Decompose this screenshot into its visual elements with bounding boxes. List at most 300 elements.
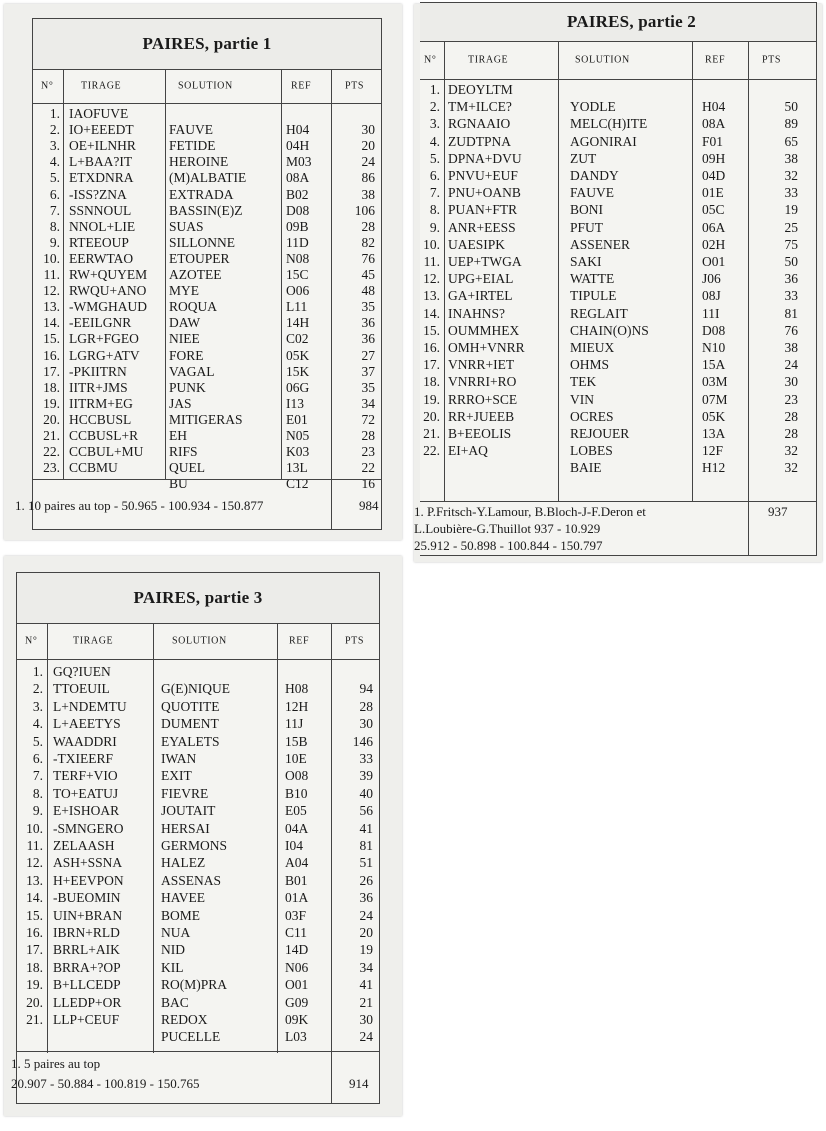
cell-solution: EXIT <box>161 768 192 784</box>
cell-pts: 32 <box>784 460 798 476</box>
cell-pts: 28 <box>784 408 798 424</box>
cell-tirage: RRRO+SCE <box>448 391 518 407</box>
cell-ref: 09K <box>285 1012 309 1027</box>
cell-pts: 56 <box>359 803 373 819</box>
cell-no: 11. <box>423 254 440 269</box>
cell-pts: 106 <box>354 202 375 218</box>
cell-no: 5. <box>32 733 43 749</box>
cell-pts: 34 <box>361 395 375 411</box>
cell-ref: 04A <box>285 820 309 836</box>
part3-photo <box>4 556 402 1116</box>
cell-solution: EYALETS <box>161 733 220 749</box>
cell-no: 20. <box>26 994 43 1010</box>
cell-tirage: RW+QUYEM <box>69 267 148 282</box>
cell-tirage: CCBUL+MU <box>69 444 144 460</box>
cell-tirage: DPNA+DVU <box>448 150 522 166</box>
cell-ref: 05K <box>286 347 310 363</box>
cell-no: 1. <box>429 82 440 97</box>
cell-tirage: UIN+BRAN <box>53 907 123 923</box>
cell-pts: 50 <box>784 99 798 115</box>
cell-ref: L11 <box>286 299 308 315</box>
cell-ref: 14H <box>286 315 310 331</box>
part1-footer-summary: 1. 10 paires au top - 50.965 - 100.934 - 150.877 <box>15 498 264 513</box>
part2-header-no: N° <box>424 54 437 66</box>
part1-header-solution: SOLUTION <box>178 80 233 92</box>
cell-solution: FAUVE <box>169 122 214 138</box>
cell-tirage: E+ISHOAR <box>53 803 120 819</box>
cell-solution: EH <box>169 428 187 443</box>
cell-solution: LOBES <box>570 443 613 459</box>
cell-ref: 08A <box>702 116 726 132</box>
cell-no: 20. <box>423 408 440 424</box>
cell-solution: TEK <box>570 374 597 390</box>
cell-tirage: -SMNGERO <box>53 820 124 836</box>
cell-solution: MIEUX <box>570 340 615 355</box>
part3-footer-total: 914 <box>349 1076 369 1091</box>
cell-tirage: ANR+EESS <box>448 219 516 235</box>
cell-solution: DAW <box>169 315 201 331</box>
cell-tirage: GA+IRTEL <box>448 288 513 304</box>
cell-ref: N06 <box>285 959 309 975</box>
cell-no: 2. <box>32 681 43 697</box>
cell-solution: VIN <box>570 391 594 407</box>
cell-no: 20. <box>43 411 60 427</box>
cell-ref: 09B <box>286 218 309 234</box>
cell-tirage: VNRRI+RO <box>448 374 517 390</box>
cell-pts: 89 <box>784 116 798 132</box>
cell-no: 15. <box>423 322 440 338</box>
cell-pts: 86 <box>361 170 375 186</box>
cell-tirage: PUAN+FTR <box>448 202 518 218</box>
cell-pts: 24 <box>359 1029 373 1045</box>
cell-pts: 30 <box>784 374 798 390</box>
cell-ref: I04 <box>285 838 303 853</box>
cell-no: 3. <box>32 698 43 714</box>
part2-photo <box>414 4 822 562</box>
cell-no: 22. <box>423 443 440 459</box>
cell-pts: 25 <box>784 219 798 235</box>
cell-pts: 28 <box>361 218 375 234</box>
cell-ref: B01 <box>285 872 308 888</box>
cell-no: 9. <box>429 219 440 235</box>
cell-solution: MELC(H)ITE <box>570 116 648 132</box>
part1-footer <box>15 476 381 530</box>
cell-tirage: L+BAA?IT <box>69 154 133 170</box>
part2-footer-total: 937 <box>768 504 788 519</box>
cell-ref: C02 <box>286 331 309 347</box>
cell-no: 18. <box>43 379 60 395</box>
cell-tirage: LGR+FGEO <box>69 331 139 347</box>
cell-tirage: -EEILGNR <box>69 315 132 331</box>
cell-solution: (M)ALBATIE <box>169 170 247 186</box>
cell-no: 14. <box>26 890 43 906</box>
cell-solution: RIFS <box>169 444 198 460</box>
cell-tirage: NNOL+LIE <box>69 218 136 234</box>
cell-ref: C11 <box>285 925 308 940</box>
cell-no: 10. <box>43 250 60 266</box>
cell-tirage: B+LLCEDP <box>53 977 121 993</box>
part3-header-row <box>17 623 379 660</box>
cell-no: 11. <box>43 267 60 282</box>
cell-solution: DUMENT <box>161 716 219 732</box>
cell-pts: 94 <box>359 681 373 697</box>
cell-ref: I13 <box>286 395 304 411</box>
cell-ref: H04 <box>702 99 726 115</box>
cell-solution: BONI <box>570 202 603 218</box>
cell-pts: 33 <box>784 185 798 201</box>
cell-pts: 146 <box>352 733 373 749</box>
cell-tirage: ZUDTPNA <box>448 133 511 149</box>
cell-no: 3. <box>429 116 440 132</box>
part3-footer-line1: 1. 5 paires au top <box>11 1056 101 1071</box>
cell-ref: J06 <box>702 271 721 287</box>
cell-no: 6. <box>429 168 440 183</box>
cell-solution: GERMONS <box>161 838 228 853</box>
cell-tirage: TTOEUIL <box>53 681 110 697</box>
cell-no: 10. <box>423 236 440 252</box>
cell-ref: 06A <box>702 219 726 235</box>
cell-tirage: WAADDRI <box>53 733 117 749</box>
cell-solution: ASSENAS <box>161 872 222 888</box>
cell-ref: B10 <box>285 785 308 801</box>
cell-pts: 24 <box>784 357 798 373</box>
cell-no: 2. <box>49 122 60 138</box>
cell-ref: 15A <box>702 357 726 373</box>
cell-pts: 16 <box>361 476 375 492</box>
cell-no: 6. <box>49 186 60 202</box>
cell-solution: RO(M)PRA <box>161 977 228 993</box>
cell-solution: WATTE <box>570 271 615 287</box>
cell-pts: 30 <box>359 716 373 732</box>
cell-solution: QUEL <box>169 460 205 476</box>
cell-pts: 36 <box>784 271 798 287</box>
cell-ref: O08 <box>285 768 309 784</box>
cell-pts: 38 <box>784 340 798 355</box>
cell-pts: 22 <box>361 460 375 476</box>
cell-ref: E01 <box>286 411 308 427</box>
cell-ref: 15B <box>285 733 308 749</box>
cell-no: 18. <box>26 959 43 975</box>
cell-ref: H08 <box>285 681 309 697</box>
cell-tirage: IITR+JMS <box>69 379 128 395</box>
cell-ref: N10 <box>702 340 726 355</box>
cell-pts: 48 <box>361 283 375 299</box>
cell-pts: 30 <box>361 122 375 138</box>
cell-ref: 04D <box>702 168 726 183</box>
cell-no: 1. <box>49 106 60 121</box>
part3-header-pts: PTS <box>345 635 365 647</box>
cell-no: 5. <box>49 170 60 186</box>
cell-solution: JAS <box>169 395 192 411</box>
cell-solution: OCRES <box>570 408 614 424</box>
cell-solution: BAIE <box>570 460 602 476</box>
cell-tirage: -PKIITRN <box>69 363 127 379</box>
cell-ref: O01 <box>285 977 309 993</box>
cell-tirage: -TXIEERF <box>53 751 113 766</box>
part1-header-tirage: TIRAGE <box>81 80 122 92</box>
cell-pts: 30 <box>359 1012 373 1027</box>
cell-solution: REDOX <box>161 1012 208 1027</box>
cell-solution: BAC <box>161 994 189 1010</box>
cell-tirage: B+EEOLIS <box>448 426 512 441</box>
cell-pts: 28 <box>359 698 373 714</box>
cell-pts: 36 <box>361 331 375 347</box>
cell-ref: D08 <box>286 202 310 218</box>
cell-ref: K03 <box>286 444 310 460</box>
cell-no: 22. <box>43 444 60 460</box>
part1-footer-total: 984 <box>359 498 379 513</box>
cell-tirage: L+AEETYS <box>53 716 121 732</box>
part2-header-solution: SOLUTION <box>575 54 630 66</box>
cell-solution: PFUT <box>570 219 604 235</box>
cell-solution: CHAIN(O)NS <box>570 322 649 338</box>
part3-table <box>11 572 380 1104</box>
part3-header-ref: REF <box>289 635 310 647</box>
cell-tirage: IBRN+RLD <box>53 925 120 940</box>
cell-no: 3. <box>49 138 60 154</box>
cell-pts: 81 <box>784 305 798 321</box>
cell-pts: 35 <box>361 379 375 395</box>
cell-pts: 37 <box>361 363 375 379</box>
cell-pts: 23 <box>361 444 375 460</box>
cell-tirage: IO+EEEDT <box>69 122 134 138</box>
cell-no: 7. <box>32 768 43 784</box>
cell-no: 4. <box>32 716 43 732</box>
cell-no: 16. <box>26 925 43 940</box>
cell-tirage: UAESIPK <box>448 236 506 252</box>
cell-no: 10. <box>26 820 43 836</box>
cell-pts: 76 <box>784 322 798 338</box>
cell-tirage: PNVU+EUF <box>448 168 518 183</box>
part3-title: PAIRES, partie 3 <box>17 573 379 624</box>
cell-solution: FORE <box>169 347 204 363</box>
cell-solution: ASSENER <box>570 236 631 252</box>
cell-ref: O06 <box>286 283 310 299</box>
cell-ref: N05 <box>286 428 310 443</box>
cell-solution: TIPULE <box>570 288 617 304</box>
cell-no: 12. <box>423 271 440 287</box>
part2-header-row <box>420 41 816 80</box>
cell-tirage: EI+AQ <box>448 443 488 459</box>
cell-pts: 26 <box>359 872 373 888</box>
cell-no: 17. <box>423 357 440 373</box>
part3-header-no: N° <box>25 635 38 647</box>
cell-ref: M03 <box>286 154 312 170</box>
cell-pts: 33 <box>784 288 798 304</box>
cell-pts: 27 <box>361 347 375 363</box>
cell-tirage: -ISS?ZNA <box>69 186 127 202</box>
cell-solution: EXTRADA <box>169 186 234 202</box>
part2-header-ref: REF <box>705 54 726 66</box>
part3-header-tirage: TIRAGE <box>73 635 114 647</box>
cell-ref: 01E <box>702 185 724 201</box>
cell-ref: 14D <box>285 942 309 958</box>
cell-no: 4. <box>49 154 60 170</box>
cell-no: 11. <box>26 838 43 853</box>
cell-solution: ETOUPER <box>169 250 230 266</box>
cell-solution: BASSIN(E)Z <box>169 202 243 218</box>
cell-solution: ZUT <box>570 150 597 166</box>
cell-solution: MITIGERAS <box>169 411 243 427</box>
part2-header-tirage: TIRAGE <box>468 54 509 66</box>
cell-ref: 04H <box>286 138 310 154</box>
cell-tirage: RR+JUEEB <box>448 408 515 424</box>
cell-ref: E05 <box>285 803 307 819</box>
part1-header-row <box>33 69 381 104</box>
part2-footer <box>414 501 816 556</box>
cell-tirage: OE+ILNHR <box>69 138 136 154</box>
part1-header-no: N° <box>41 80 54 92</box>
cell-tirage: UPG+EIAL <box>448 271 514 287</box>
cell-no: 8. <box>32 785 43 801</box>
cell-no: 13. <box>423 288 440 304</box>
cell-solution: BOME <box>161 907 201 923</box>
cell-no: 4. <box>429 133 440 149</box>
cell-solution: AGONIRAI <box>570 133 637 149</box>
part2-title: PAIRES, partie 2 <box>420 3 816 42</box>
part2-footer-line2: L.Loubière-G.Thuillot 937 - 10.929 <box>414 521 601 536</box>
cell-pts: 45 <box>361 267 375 282</box>
cell-ref: 05K <box>702 408 726 424</box>
cell-solution: PUCELLE <box>161 1029 221 1045</box>
cell-pts: 23 <box>784 391 798 407</box>
cell-tirage: BRRL+AIK <box>53 942 120 958</box>
cell-tirage: H+EEVPON <box>53 872 124 888</box>
cell-no: 6. <box>32 751 43 766</box>
cell-tirage: EERWTAO <box>69 250 134 266</box>
cell-solution: SILLONNE <box>169 234 235 250</box>
cell-ref: A04 <box>285 855 309 871</box>
cell-ref: G09 <box>285 994 309 1010</box>
cell-ref: 08A <box>286 170 310 186</box>
cell-tirage: LLEDP+OR <box>53 994 122 1010</box>
cell-ref: 01A <box>285 890 309 906</box>
part1-title: PAIRES, partie 1 <box>33 19 381 70</box>
cell-ref: 02H <box>702 236 726 252</box>
cell-pts: 65 <box>784 133 798 149</box>
cell-pts: 33 <box>359 751 373 766</box>
part1-header-pts: PTS <box>345 80 365 92</box>
cell-ref: 03M <box>702 374 728 390</box>
part1-header-ref: REF <box>291 80 312 92</box>
cell-ref: 12H <box>285 698 309 714</box>
cell-ref: 11D <box>286 234 309 250</box>
cell-pts: 34 <box>359 959 373 975</box>
cell-no: 8. <box>49 218 60 234</box>
part2-footer-line3: 25.912 - 50.898 - 100.844 - 150.797 <box>414 538 603 553</box>
cell-ref: 05C <box>702 202 725 218</box>
part3-footer <box>11 1051 379 1104</box>
cell-solution: G(E)NIQUE <box>161 681 230 697</box>
cell-solution: BU <box>169 476 188 492</box>
cell-solution: JOUTAIT <box>161 803 216 819</box>
cell-pts: 19 <box>784 202 798 218</box>
cell-ref: 11J <box>285 716 304 732</box>
cell-pts: 51 <box>359 855 373 871</box>
cell-pts: 72 <box>361 411 375 427</box>
cell-pts: 36 <box>361 315 375 331</box>
cell-solution: MYE <box>169 283 199 299</box>
cell-tirage: OMH+VNRR <box>448 340 525 355</box>
cell-tirage: PNU+OANB <box>448 185 521 201</box>
cell-solution: HEROINE <box>169 154 229 170</box>
cell-tirage: TO+EATUJ <box>53 785 119 801</box>
part2-table <box>414 2 817 556</box>
cell-ref: B02 <box>286 186 309 202</box>
cell-tirage: ZELAASH <box>53 838 115 853</box>
part1-photo <box>4 4 402 540</box>
cell-ref: 10E <box>285 751 307 766</box>
cell-tirage: RWQU+ANO <box>69 283 147 299</box>
cell-tirage: TERF+VIO <box>53 768 118 784</box>
cell-ref: 09H <box>702 150 726 166</box>
cell-solution: SAKI <box>570 254 602 269</box>
cell-pts: 24 <box>359 907 373 923</box>
part1-table <box>15 18 382 530</box>
cell-no: 2. <box>429 99 440 115</box>
cell-tirage: RGNAAIO <box>448 116 511 132</box>
cell-no: 14. <box>43 315 60 331</box>
cell-no: 12. <box>26 855 43 871</box>
cell-tirage: L+NDEMTU <box>53 698 127 714</box>
part3-header-solution: SOLUTION <box>172 635 227 647</box>
cell-solution: OHMS <box>570 357 610 373</box>
cell-pts: 75 <box>784 236 798 252</box>
cell-no: 7. <box>49 202 60 218</box>
cell-tirage: -BUEOMIN <box>53 890 121 906</box>
cell-pts: 20 <box>361 138 375 154</box>
cell-pts: 32 <box>784 168 798 183</box>
cell-no: 9. <box>49 234 60 250</box>
cell-tirage: CCBMU <box>69 460 118 476</box>
cell-ref: 07M <box>702 391 728 407</box>
cell-solution: SUAS <box>169 218 204 234</box>
cell-pts: 28 <box>361 428 375 443</box>
cell-pts: 20 <box>359 925 373 940</box>
cell-tirage: SSNNOUL <box>69 202 132 218</box>
cell-solution: ROQUA <box>169 299 218 315</box>
cell-pts: 38 <box>361 186 375 202</box>
cell-solution: FETIDE <box>169 138 216 154</box>
cell-ref: D08 <box>702 322 726 338</box>
cell-solution: PUNK <box>169 379 206 395</box>
cell-no: 19. <box>26 977 43 993</box>
cell-pts: 36 <box>359 890 373 906</box>
cell-ref: 03F <box>285 907 307 923</box>
cell-pts: 19 <box>359 942 373 958</box>
cell-tirage: ASH+SSNA <box>53 855 123 871</box>
cell-no: 15. <box>26 907 43 923</box>
cell-pts: 41 <box>359 820 373 836</box>
cell-tirage: ETXDNRA <box>69 170 134 186</box>
cell-no: 13. <box>26 872 43 888</box>
part2-header-pts: PTS <box>762 54 782 66</box>
cell-solution: REGLAIT <box>570 305 628 321</box>
cell-tirage: IAOFUVE <box>69 106 129 121</box>
cell-solution: DANDY <box>570 168 619 183</box>
cell-solution: IWAN <box>161 751 197 766</box>
cell-no: 18. <box>423 374 440 390</box>
cell-ref: 15K <box>286 363 310 379</box>
cell-no: 19. <box>423 391 440 407</box>
cell-solution: AZOTEE <box>169 267 222 282</box>
cell-solution: VAGAL <box>169 363 215 379</box>
cell-pts: 39 <box>359 768 373 784</box>
cell-pts: 76 <box>361 250 375 266</box>
cell-tirage: INAHNS? <box>448 305 505 321</box>
cell-solution: NIEE <box>169 331 200 347</box>
cell-ref: C12 <box>286 476 309 492</box>
